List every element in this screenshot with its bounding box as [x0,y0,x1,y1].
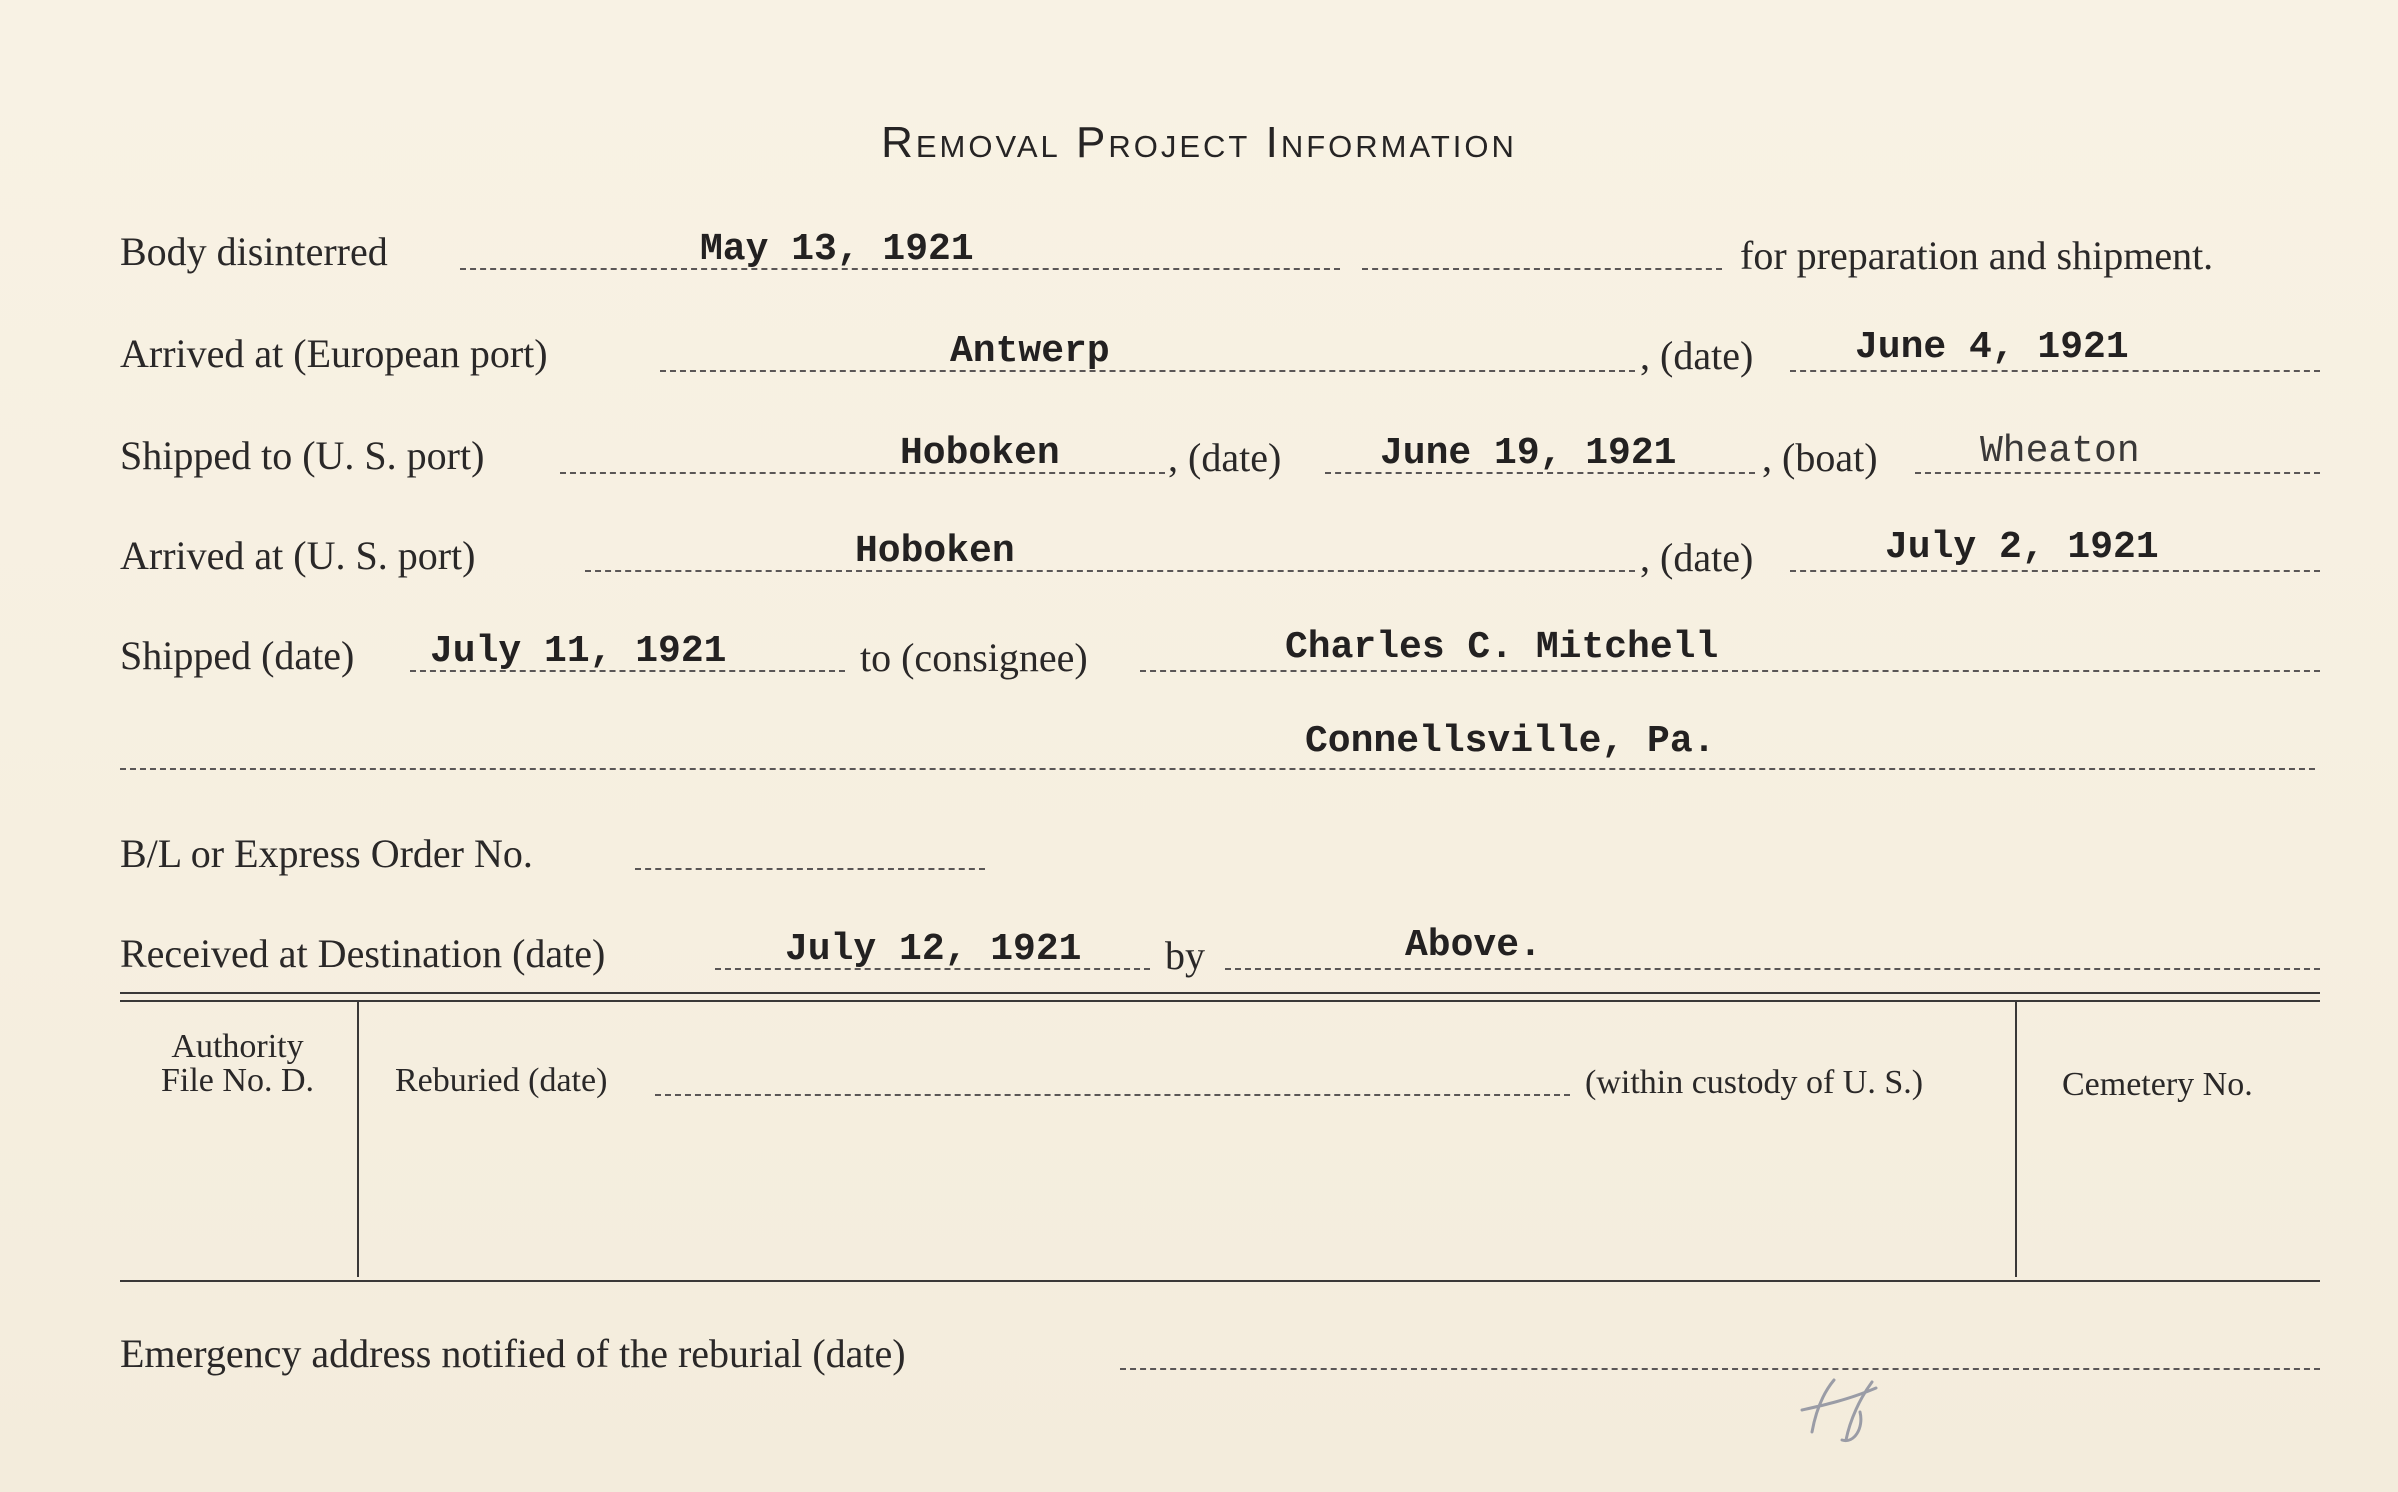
shipped-date-value: July 11, 1921 [430,630,727,673]
consignee-label: to (consignee) [860,635,1088,680]
authority-line-1: Authority [171,1028,304,1065]
custody-label: (within custody of U. S.) [1585,1064,1924,1101]
received-by-label: by [1165,933,1205,978]
arrived-us-value: Hoboken [855,530,1015,573]
received-label: Received at Destination (date) [120,931,606,976]
box-top-rule-2 [120,1000,2320,1002]
shipped-us-date: June 19, 1921 [1380,432,1677,475]
arrived-european-date-line [1790,370,2320,372]
arrived-us-line [585,570,1635,572]
shipped-us-boat: Wheaton [1980,430,2140,473]
consignee-name: Charles C. Mitchell [1285,626,1719,669]
box-bottom-rule [120,1280,2320,1282]
body-disinterred-line-2 [1362,268,1722,270]
shipped-us-boat-label: , (boat) [1762,435,1878,480]
arrived-us-date-line [1790,570,2320,572]
box-divider-right [2015,1002,2017,1277]
arrived-european-date-label: , (date) [1640,333,1754,378]
arrived-us-date: July 2, 1921 [1885,526,2159,569]
consignee-line [1140,670,2320,672]
arrived-us-date-label: , (date) [1640,535,1754,580]
authority-line-2: File No. D. [161,1062,314,1099]
shipped-us-date-label: , (date) [1168,435,1282,480]
reburied-line [655,1094,1570,1096]
shipped-date-label: Shipped (date) [120,633,355,678]
body-disinterred-value: May 13, 1921 [700,228,974,271]
arrived-european-line [660,370,1635,372]
body-disinterred-suffix: for preparation and shipment. [1740,233,2214,278]
arrived-european-label: Arrived at (European port) [120,331,548,376]
emergency-line [1120,1368,2320,1370]
shipped-us-label: Shipped to (U. S. port) [120,433,485,478]
shipped-us-value: Hoboken [900,432,1060,475]
reburied-label: Reburied (date) [395,1062,608,1099]
received-date: July 12, 1921 [785,928,1082,971]
handwritten-mark [1790,1370,1890,1450]
consignee-address: Connellsville, Pa. [1305,720,1716,763]
card-title: Removal Project Information [881,118,1517,167]
address-line [120,768,2315,770]
arrived-european-value: Antwerp [950,330,1110,373]
authority-file-label [120,1030,355,1098]
emergency-label: Emergency address notified of the reburial (date) [120,1331,906,1376]
body-disinterred-label: Body disinterred [120,229,388,274]
received-by: Above. [1405,924,1542,967]
shipped-us-line [560,472,1165,474]
cemetery-label: Cemetery No. [2062,1066,2253,1103]
arrived-european-date: June 4, 1921 [1855,326,2129,369]
bl-order-label: B/L or Express Order No. [120,831,533,876]
box-top-rule [120,992,2320,994]
box-divider-left [357,1002,359,1277]
arrived-us-label: Arrived at (U. S. port) [120,533,476,578]
bl-order-line [635,868,985,870]
received-by-line [1225,968,2320,970]
